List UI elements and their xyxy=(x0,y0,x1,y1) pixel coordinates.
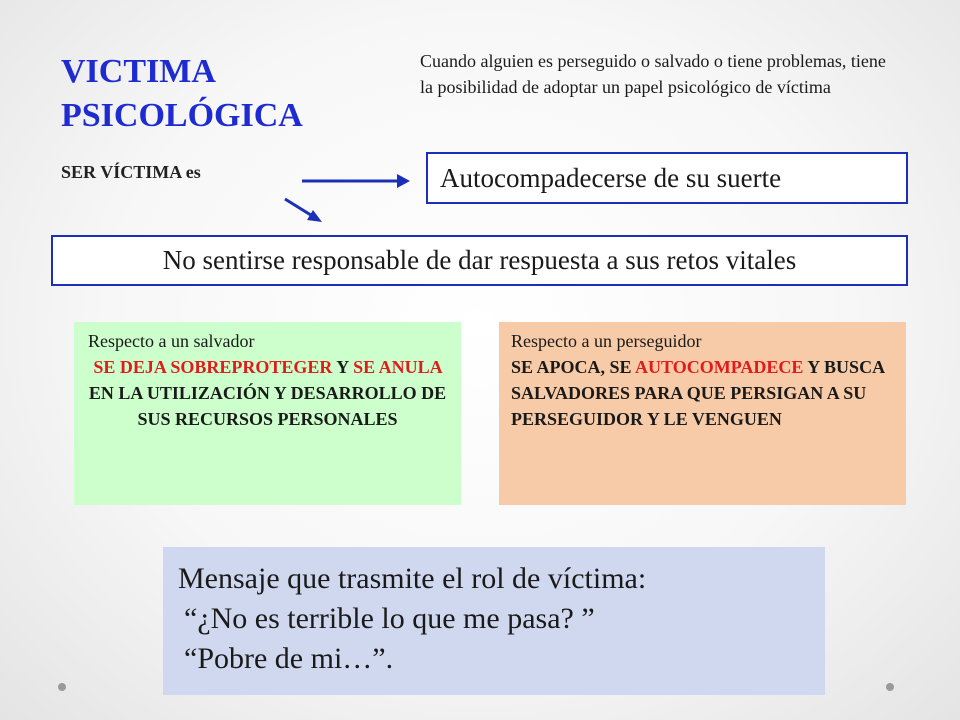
perseguidor-body xyxy=(511,354,896,432)
slide-title xyxy=(61,50,391,138)
salvador-text-1: Y xyxy=(332,357,354,377)
salvador-body xyxy=(84,354,451,432)
dot-icon xyxy=(58,683,66,691)
message-line-1: Mensaje que trasmite el rol de víctima: xyxy=(178,562,647,595)
definition-label: SER VÍCTIMA es xyxy=(61,162,201,182)
salvador-emphasis-2: SE ANULA xyxy=(353,357,442,377)
perseguidor-emphasis-1: AUTOCOMPADECE xyxy=(635,357,804,377)
dot-icon xyxy=(886,683,894,691)
slide-title-line-2: PSICOLÓGICA xyxy=(61,97,303,134)
perseguidor-text-1: SE APOCA, SE xyxy=(511,357,636,377)
slide-title-line-1: VICTIMA xyxy=(61,53,216,90)
arrow-down-right-icon xyxy=(282,196,326,226)
salvador-box xyxy=(74,322,461,505)
perseguidor-box xyxy=(499,322,906,505)
message-box xyxy=(163,547,825,695)
salvador-heading: Respecto a un salvador xyxy=(88,331,255,351)
salvador-emphasis-1: SE DEJA SOBREPROTEGER xyxy=(93,357,333,377)
perseguidor-heading: Respecto a un perseguidor xyxy=(511,331,702,351)
perseguidor-text-2: Y BUSCA SALVADORES PARA QUE PERSIGAN A SU PERSEGUIDOR Y LE VENGUEN xyxy=(511,357,885,429)
definition-box-autocompadecerse: Autocompadecerse de su suerte xyxy=(426,152,908,204)
message-line-2: “¿No es terrible lo que me pasa? ” xyxy=(184,602,595,635)
arrow-right-icon xyxy=(300,170,412,192)
definition-box-no-responsable: No sentirse responsable de dar respuesta a sus retos vitales xyxy=(51,235,908,286)
intro-note: Cuando alguien es perseguido o salvado o tiene problemas, tiene la posibilidad de adoptar un papel psicológico de víctima xyxy=(420,51,886,97)
message-line-3: “Pobre de mi…”. xyxy=(184,642,394,675)
salvador-text-2: EN LA UTILIZACIÓN Y DESARROLLO DE SUS RECURSOS PERSONALES xyxy=(88,383,447,429)
